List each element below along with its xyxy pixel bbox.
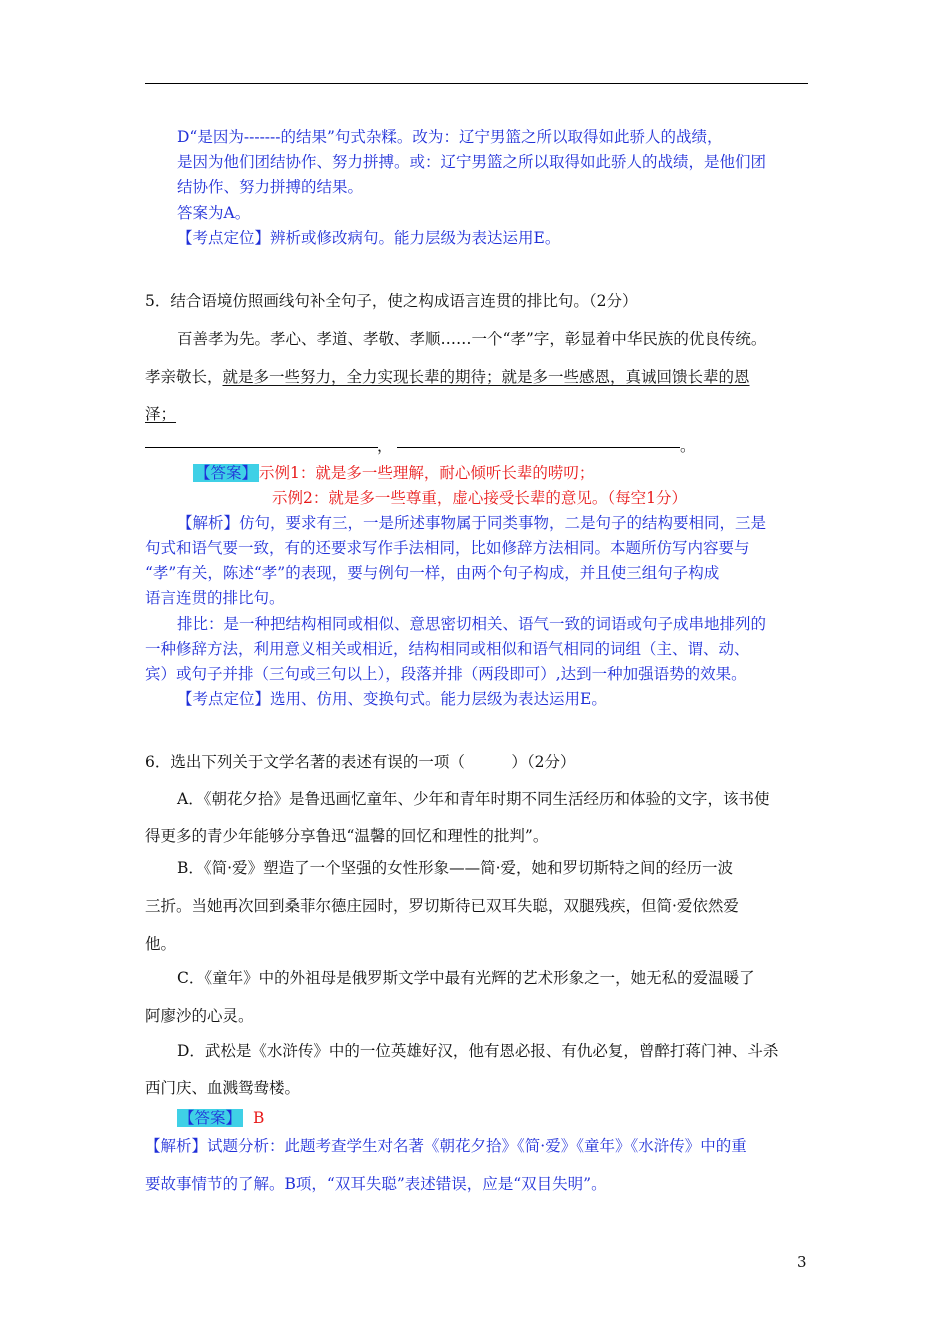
q5-analysis-line4: 语言连贯的排比句。 <box>145 589 285 607</box>
q5-answer-example2: 示例2：就是多一些尊重，虚心接受长辈的意见。（每空1分） <box>272 489 687 507</box>
q4-answer: 答案为A。 <box>177 204 251 222</box>
q6-answer <box>177 1108 264 1128</box>
page-number: 3 <box>797 1253 807 1271</box>
answer-tag: 【答案】 <box>179 1109 242 1127</box>
q6-option-d-line1: D．武松是《水浒传》中的一位英雄好汉，他有恩必报、有仇必复，曾醉打蒋门神、斗杀 <box>177 1042 779 1060</box>
q6-title: 6．选出下列关于文学名著的表述有误的一项（ ）（2分） <box>145 753 576 771</box>
q5-title: 5．结合语境仿照画线句补全句子，使之构成语言连贯的排比句。（2分） <box>145 292 638 310</box>
q5-paragraph-line2 <box>145 367 750 387</box>
q5-analysis-line1 <box>177 513 766 533</box>
q6-answer-value: B <box>253 1109 265 1127</box>
header-rule <box>145 83 808 84</box>
analysis-text: 仿句，要求有三，一是所述事物属于同类事物，二是句子的结构要相同，三是 <box>239 514 767 532</box>
q5-paragraph-line1: 百善孝为先。孝心、孝道、孝敬、孝顺……一个“孝”字，彰显着中华民族的优良传统。 <box>177 330 767 348</box>
q6-option-a-line2: 得更多的青少年能够分享鲁迅“温馨的回忆和理性的批判”。 <box>145 827 549 845</box>
q5-blank-separator: ， <box>377 437 393 455</box>
q4-expl-line3: 结协作、努力拼搏的结果。 <box>177 178 364 196</box>
q6-option-b-line1: B．《简·爱》塑造了一个坚强的女性形象——简·爱，她和罗切斯特之间的经历一波 <box>177 859 733 877</box>
q5-underlined-sentence: 就是多一些努力，全力实现长辈的期待；就是多一些感恩，真诚回馈长辈的恩 <box>222 368 750 386</box>
q6-analysis-line2: 要故事情节的了解。B项，“双耳失聪”表述错误，应是“双目失明”。 <box>145 1175 607 1193</box>
q6-analysis-line1 <box>145 1136 747 1156</box>
kaodian-tag: 【考点定位】 <box>177 229 271 247</box>
q5-answer-line1 <box>193 463 594 483</box>
kaodian-text: 辨析或修改病句。能力层级为表达运用E。 <box>270 229 561 247</box>
q5-plain-text: 孝亲敬长， <box>145 368 223 386</box>
q6-option-c-line2: 阿廖沙的心灵。 <box>145 1007 254 1025</box>
answer-tag: 【答案】 <box>195 464 258 482</box>
q4-expl-line2: 是因为他们团结协作、努力拼搏。或：辽宁男篮之所以取得如此骄人的战绩，是他们团 <box>177 153 767 171</box>
q4-expl-line1: D“是因为-------的结果”句式杂糅。改为：辽宁男篮之所以取得如此骄人的战绩， <box>177 128 723 146</box>
analysis-text: 试题分析：此题考查学生对名著《朝花夕拾》《简·爱》《童年》《水浒传》中的重 <box>207 1137 747 1155</box>
q5-underlined-end: 泽； <box>145 405 177 423</box>
q6-option-b-line3: 他。 <box>145 935 177 953</box>
q5-answer-example1: 示例1：就是多一些理解，耐心倾听长辈的唠叨； <box>259 464 595 482</box>
kaodian-tag: 【考点定位】 <box>177 690 271 708</box>
q5-answer-blank-1[interactable] <box>145 447 378 448</box>
analysis-tag: 【解析】 <box>145 1137 208 1155</box>
q6-option-b-line2: 三折。当她再次回到桑菲尔德庄园时，罗切斯待已双耳失聪，双腿残疾，但简·爱依然爱 <box>145 897 739 915</box>
q6-option-c-line1: C．《童年》中的外祖母是俄罗斯文学中最有光辉的艺术形象之一，她无私的爱温暖了 <box>177 969 755 987</box>
q5-paibi-line2: 一种修辞方法，利用意义相关或相近，结构相同或相似和语气相同的词组（主、谓、动、 <box>145 640 750 658</box>
q5-paibi-line3: 宾）或句子并排（三句或三句以上），段落并排（两段即可）,达到一种加强语势的效果。 <box>145 665 747 683</box>
q5-answer-blank-2[interactable] <box>397 447 680 448</box>
q4-kaodian <box>177 228 560 248</box>
q5-kaodian <box>177 689 607 709</box>
q5-analysis-line2: 句式和语气要一致，有的还要求写作手法相同，比如修辞方法相同。本题所仿写内容要与 <box>145 539 750 557</box>
q5-paibi-line1: 排比：是一种把结构相同或相似、意思密切相关、语气一致的词语或句子成串地排列的 <box>177 615 767 633</box>
q5-analysis-line3: “孝”有关，陈述“孝”的表现，要与例句一样，由两个句子构成，并且使三组句子构成 <box>145 564 720 582</box>
kaodian-text: 选用、仿用、变换句式。能力层级为表达运用E。 <box>270 690 607 708</box>
analysis-tag: 【解析】 <box>177 514 240 532</box>
q5-paragraph-line3 <box>145 404 176 424</box>
q6-option-a-line1: A．《朝花夕拾》是鲁迅画忆童年、少年和青年时期不同生活经历和体验的文字，该书使 <box>177 790 770 808</box>
q5-blank-end: 。 <box>680 437 696 455</box>
q6-option-d-line2: 西门庆、血溅鸳鸯楼。 <box>145 1079 301 1097</box>
